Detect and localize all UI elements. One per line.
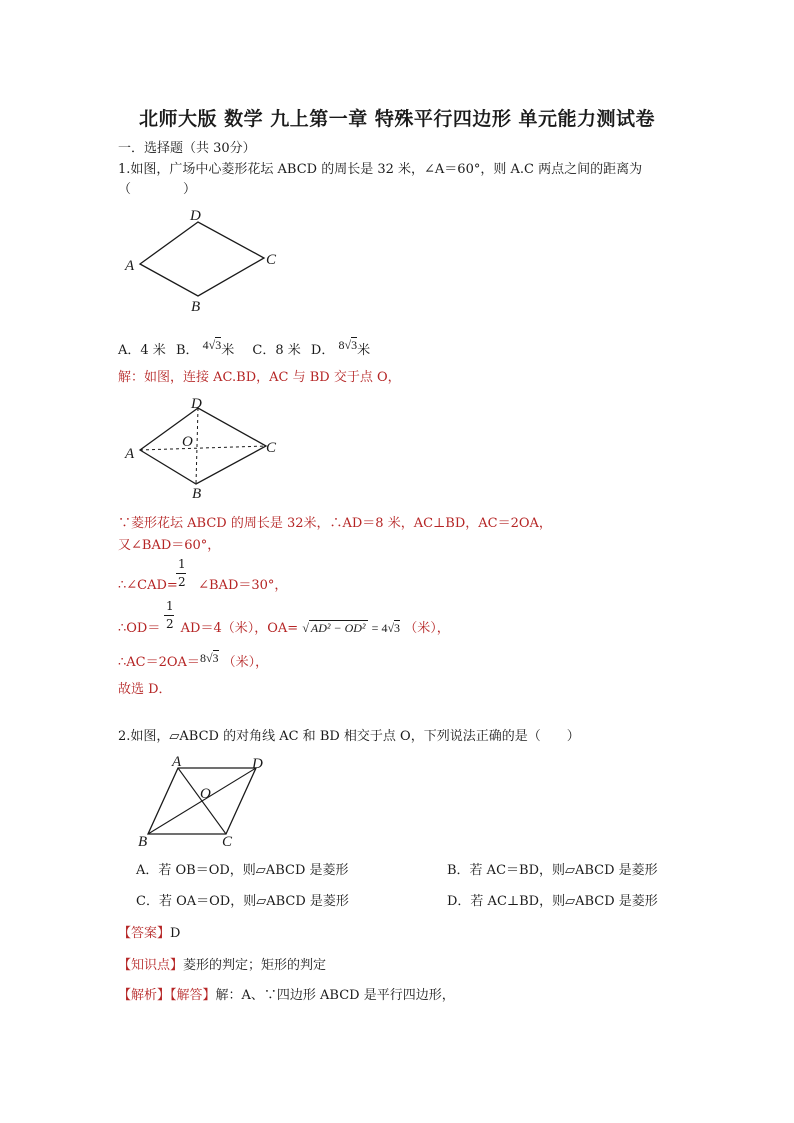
q1-stem-line1: 1.如图，广场中心菱形花坛 ABCD 的周长是 32 米，∠A＝60°，则 A.C 两点之间的距离为 (118, 162, 643, 177)
knowledge-value: 菱形的判定；矩形的判定 (183, 958, 327, 973)
frac-bar (164, 615, 174, 616)
frac-denominator: 2 (166, 617, 174, 631)
line4-unit: （米）， (404, 621, 450, 636)
sqrt-expression: AD² − OD² (310, 621, 366, 635)
diagonal-bd (196, 408, 198, 484)
q1-solution-line2: 又∠BAD＝60°， (118, 538, 221, 553)
sqrt-equals: = 4 (371, 621, 388, 635)
label-A: A (125, 446, 135, 462)
q1-option-d-unit: 米 (357, 343, 371, 358)
label-A: A (172, 754, 182, 770)
line3-prefix: ∴∠CAD= (118, 578, 178, 593)
q1-stem-line2: （ ） (118, 182, 197, 197)
q1-option-b-rad: 3 (215, 338, 222, 352)
label-D: D (191, 396, 202, 412)
q2-option-b: B．若 AC＝BD，则▱ABCD 是菱形 (447, 863, 658, 878)
sqrt-radicand: 3 (394, 621, 401, 635)
analysis-value: 解：A、∵四边形 ABCD 是平行四边形， (215, 988, 455, 1003)
analysis-tag: 【解析】【解答】 (118, 988, 216, 1003)
frac-bar (176, 573, 186, 574)
q1-option-d-rad: 3 (351, 338, 358, 352)
q1-rhombus-figure (118, 200, 298, 320)
q2-option-c: C．若 OA＝OD，则▱ABCD 是菱形 (136, 894, 349, 909)
q1-solution-line3 (118, 578, 287, 594)
line4-prefix: ∴OD＝ (118, 621, 161, 636)
answer-tag: 【答案】 (118, 926, 171, 941)
line4-middle: AD＝4（米），OA= (180, 621, 299, 636)
knowledge-tag: 【知识点】 (118, 958, 184, 973)
q1-solution-line5 (118, 651, 269, 671)
page-title: 北师大版 数学 九上第一章 特殊平行四边形 单元能力测试卷 (139, 108, 655, 130)
radical-sign: √ (205, 651, 213, 665)
radical-sign: √ (302, 621, 309, 635)
label-C: C (266, 440, 277, 456)
q1-option-b-coef: 4 (202, 338, 209, 352)
diagonal-ac (140, 446, 266, 450)
q1-option-b-prefix: B． (175, 343, 199, 358)
line5-prefix: ∴AC＝2OA＝ (118, 655, 200, 670)
q1-option-d-coef: 8 (338, 338, 345, 352)
radical-sign: √ (208, 338, 216, 352)
label-D: D (190, 208, 201, 224)
radical-sign: √ (387, 621, 395, 635)
radical-sign: √ (344, 338, 352, 352)
q2-option-a: A．若 OB＝OD，则▱ABCD 是菱形 (136, 863, 349, 878)
label-B: B (192, 486, 202, 502)
rhombus-shape (140, 222, 264, 296)
label-B: B (138, 834, 148, 850)
label-O: O (200, 786, 211, 802)
label-C: C (266, 252, 277, 268)
line5-unit: （米）， (222, 655, 269, 670)
frac-numerator: 1 (166, 599, 174, 613)
q2-stem: 2.如图，▱ABCD 的对角线 AC 和 BD 相交于点 O，下列说法正确的是（ ） (118, 729, 580, 744)
q1-option-a: A．4 米 (118, 343, 166, 358)
q1-solution-line6: 故选 D． (118, 682, 172, 697)
label-A: A (125, 258, 135, 274)
label-B: B (191, 299, 201, 315)
q2-answer (118, 926, 180, 942)
answer-value: D (170, 926, 181, 941)
q1-option-d-prefix: D． (310, 343, 335, 358)
q1-options (118, 338, 371, 359)
q1-option-c: C．8 米 (252, 343, 301, 358)
q2-option-d: D．若 AC⊥BD，则▱ABCD 是菱形 (447, 894, 658, 909)
line3-suffix: ∠BAD＝30°， (198, 578, 288, 593)
label-D: D (252, 756, 263, 772)
line5-coef: 8 (199, 651, 206, 665)
q1-option-b-unit: 米 (221, 343, 235, 358)
line5-rad: 3 (212, 651, 219, 665)
frac-numerator: 1 (178, 557, 186, 571)
label-O: O (182, 434, 193, 450)
label-C: C (222, 834, 233, 850)
rhombus-shape (140, 408, 266, 484)
q2-analysis (118, 988, 455, 1004)
q1-solution-figure (118, 392, 298, 504)
q2-knowledge (118, 958, 326, 974)
q1-solution-intro: 解：如图，连接 AC.BD，AC 与 BD 交于点 O， (118, 370, 401, 385)
section-heading: 一．选择题（共 30分） (118, 141, 256, 156)
q2-parallelogram-figure (130, 752, 280, 852)
q1-solution-line1: ∵菱形花坛 ABCD 的周长是 32米，∴AD＝8 米，AC⊥BD，AC＝2OA， (118, 516, 552, 531)
frac-denominator: 2 (178, 575, 186, 589)
